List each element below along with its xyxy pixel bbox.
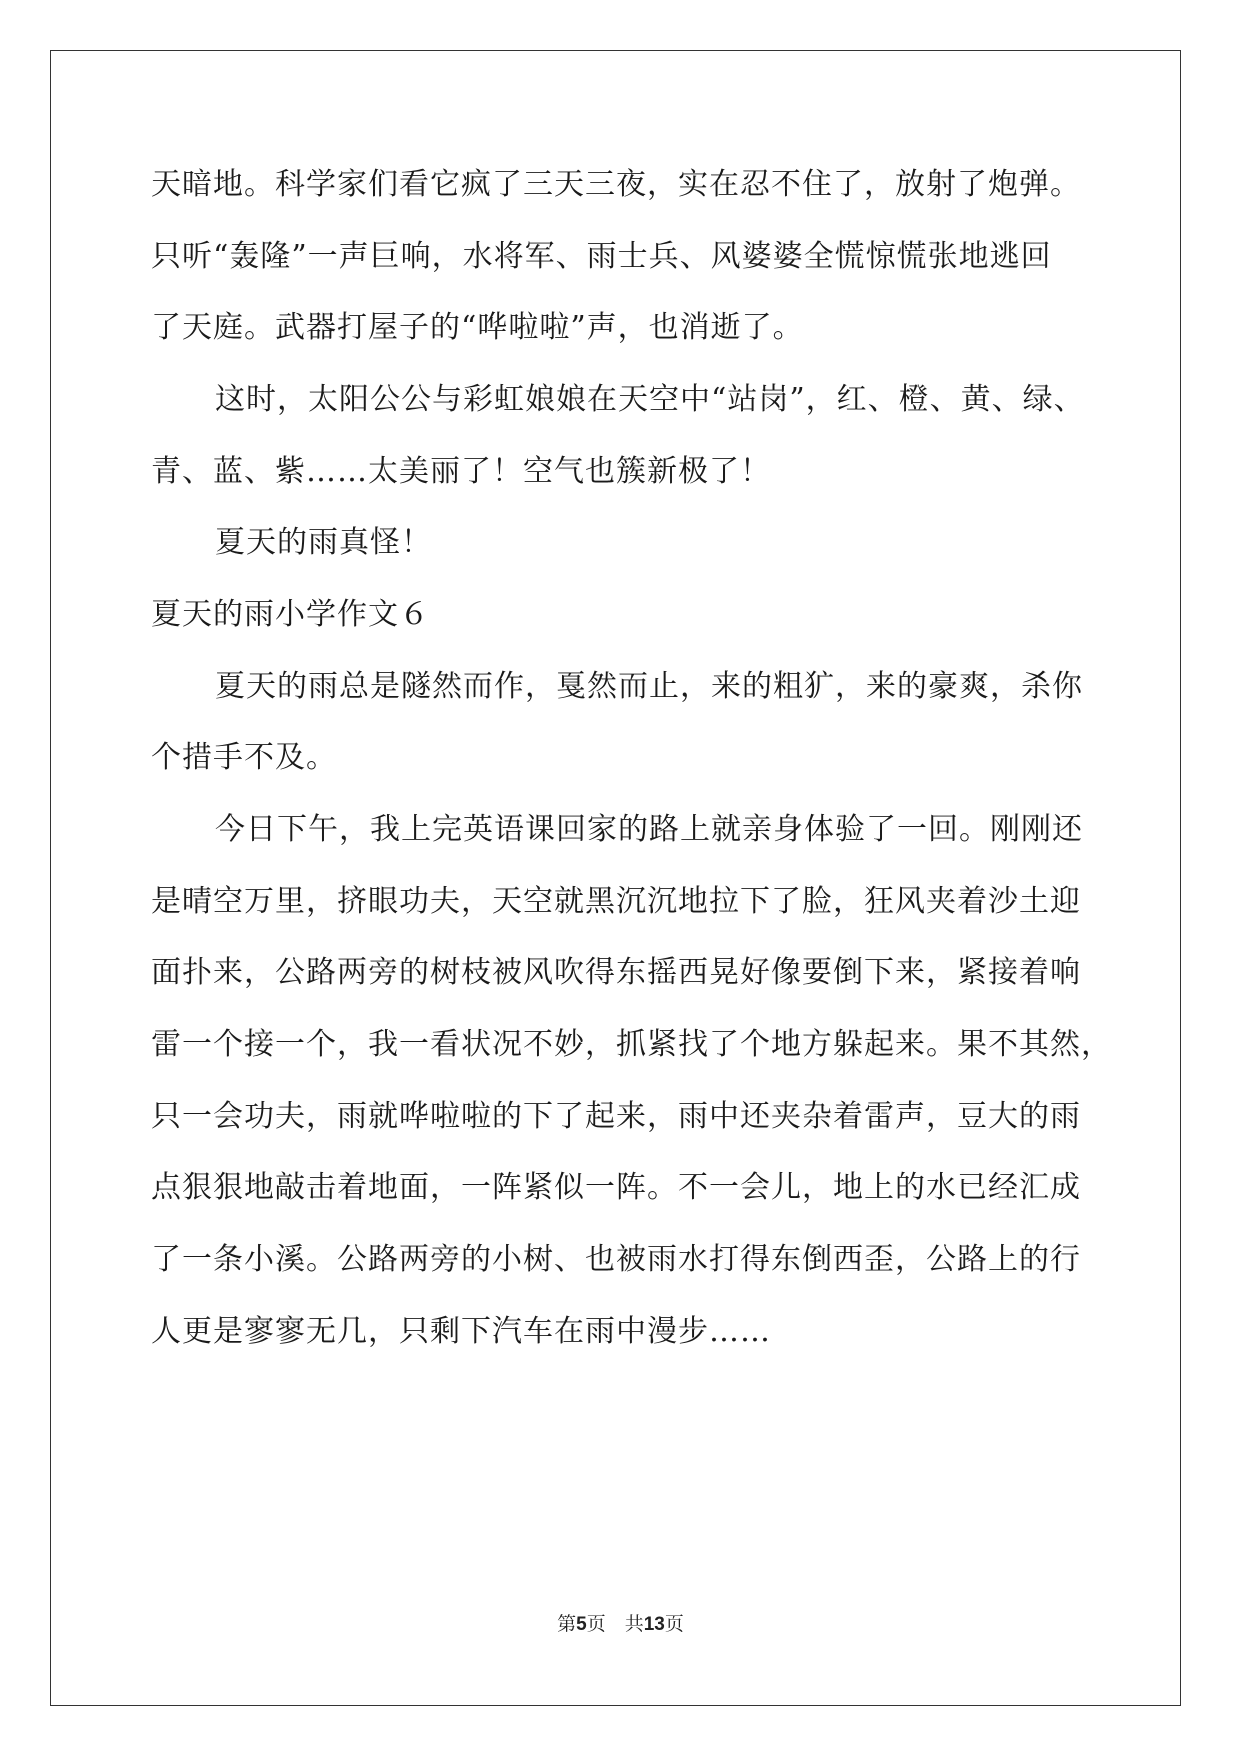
- footer-prefix: 第: [557, 1613, 577, 1635]
- paragraph-start: 夏天的雨总是隧然而作，戛然而止，来的粗犷，来的豪爽，杀你: [215, 669, 1083, 704]
- footer-middle: 页 共: [586, 1613, 644, 1635]
- text-line: 只一会功夫，雨就哗啦啦的下了起来，雨中还夹杂着雷声，豆大的雨: [151, 1099, 1081, 1134]
- text-line: 面扑来，公路两旁的树枝被风吹得东摇西晃好像要倒下来，紧接着响: [151, 955, 1081, 990]
- text-line: 青、蓝、紫……太美丽了！空气也簇新极了！: [151, 454, 771, 489]
- text-line: 只听“轰隆”一声巨响，水将军、雨士兵、风婆婆全慌惊慌张地逃回: [151, 239, 1052, 274]
- text-line: 个措手不及。: [151, 740, 337, 775]
- text-line: 是晴空万里，挤眼功夫，天空就黑沉沉地拉下了脸，狂风夹着沙土迎: [151, 884, 1081, 919]
- section-heading: 夏天的雨小学作文６: [151, 597, 430, 632]
- paragraph-start: 夏天的雨真怪！: [215, 525, 432, 560]
- text-line: 天暗地。科学家们看它疯了三天三夜，实在忍不住了，放射了炮弹。: [151, 167, 1081, 202]
- text-line: 雷一个接一个，我一看状况不妙，抓紧找了个地方躲起来。果不其然，: [151, 1027, 1112, 1062]
- text-line: 人更是寥寥无几，只剩下汽车在雨中漫步……: [151, 1314, 771, 1349]
- text-line: 点狠狠地敲击着地面，一阵紧似一阵。不一会儿，地上的水已经汇成: [151, 1170, 1081, 1205]
- footer-suffix: 页: [664, 1613, 684, 1635]
- text-line: 了一条小溪。公路两旁的小树、也被雨水打得东倒西歪，公路上的行: [151, 1242, 1081, 1277]
- page-footer: [0, 1612, 1241, 1637]
- total-pages-number: 13: [643, 1614, 665, 1635]
- paragraph-start: 这时，太阳公公与彩虹娘娘在天空中“站岗”，红、橙、黄、绿、: [215, 382, 1085, 417]
- text-line: 了天庭。武器打屋子的“哗啦啦”声，也消逝了。: [151, 310, 804, 345]
- current-page-number: 5: [576, 1614, 587, 1635]
- paragraph-start: 今日下午，我上完英语课回家的路上就亲身体验了一回。刚刚还: [215, 812, 1083, 847]
